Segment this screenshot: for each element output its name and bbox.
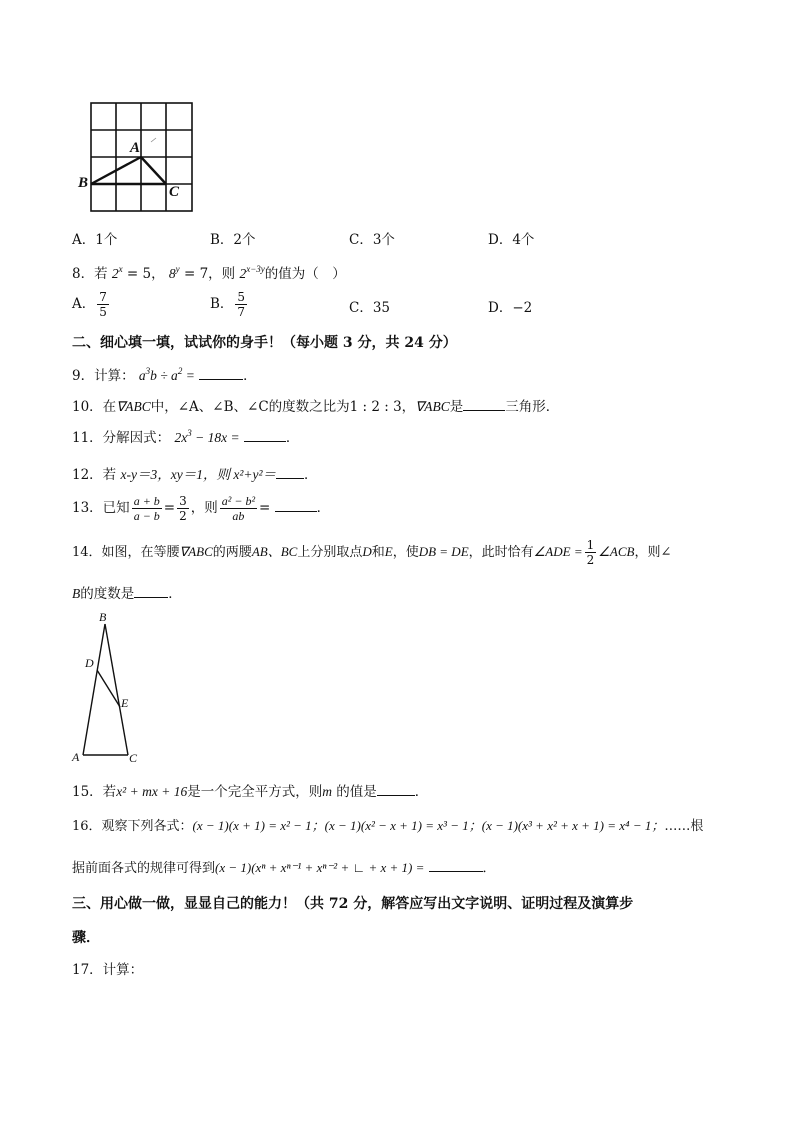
q7-option-b: B．2个 <box>210 232 256 248</box>
q13-answer-blank[interactable] <box>275 499 317 512</box>
q9: 9．计算： $a^3b \div a^2$ = ． <box>72 366 257 384</box>
fig-label-b: B <box>99 610 107 624</box>
fig-label-a: A <box>72 750 80 764</box>
q7-option-a: A．1个 <box>72 232 118 248</box>
q14-line1: 14．如图，在等腰∇ABC的两腰AB、BC上分别取点D和E，使DB = DE，此时恰有∠ADE = $\frac{1}{2}$ ∠ACB，则∠ <box>72 538 672 567</box>
grid-label-b: B <box>78 175 89 191</box>
section-2-title: 二、细心填一填，试试你的身手！（每小题 3 分，共 24 分） <box>72 335 457 351</box>
fig-label-c: C <box>129 751 138 765</box>
triangle-figure <box>70 612 150 768</box>
q16-line2: 据前面各式的规律可得到(x − 1)(xⁿ + xⁿ⁻¹ + xⁿ⁻² + ∟ + x + 1) = ． <box>72 860 496 876</box>
grid-figure <box>78 100 198 216</box>
q16-answer-blank[interactable] <box>429 859 483 872</box>
q11: 11．分解因式： $2x^3 - 18x$ = ． <box>72 428 300 446</box>
q7-option-d: D．4个 <box>488 232 535 248</box>
q15: 15．若x² + mx + 16是一个完全平方式，则m 的值是 ． <box>72 784 429 800</box>
fig-label-e: E <box>121 696 129 710</box>
q9-answer-blank[interactable] <box>199 367 243 380</box>
q8-option-c: C．35 <box>349 300 391 316</box>
fig-label-d: D <box>85 656 94 670</box>
q16-line1: 16．观察下列各式：(x − 1)(x + 1) = x² − 1；(x − 1)(x² − x + 1) = x³ − 1；(x − 1)(x³ + x² + x + 1) = x⁴ − 1；……根 <box>72 818 704 834</box>
q15-answer-blank[interactable] <box>377 783 415 796</box>
grid-figure-svg <box>78 100 198 216</box>
q10: 10．在∇ABC中，∠A、∠B、∠C的度数之比为1 : 2 : 3，∇ABC是 三角形． <box>72 399 560 415</box>
q9-expression: $a^3b \div a^2$ = <box>138 366 195 383</box>
q13: 13．已知 $\frac{a + b}{a - b}$ = $\frac{3}{2}$ ，则 $\frac{\text{a² − b²}}{ab}$ = ． <box>72 494 331 523</box>
q12: 12．若 x-y＝3，xy＝1，则 x²+y²＝ ． <box>72 467 318 483</box>
grid-label-a: A <box>130 140 141 156</box>
q14-answer-blank[interactable] <box>134 585 168 598</box>
q8-option-d: D．−2 <box>488 300 533 316</box>
section-3-title-line2: 骤． <box>72 930 100 946</box>
q10-answer-blank[interactable] <box>463 398 505 411</box>
section-3-title-line1: 三、用心做一做，显显自己的能力！（共 72 分，解答应写出文字说明、证明过程及演算步 <box>72 896 634 912</box>
q11-answer-blank[interactable] <box>244 429 286 442</box>
q8-stem: 8．若 $2^x = 5$， $8^y = 7$，则 $2^{x-3y}$的值为（ ） <box>72 264 346 282</box>
triangle-figure-svg <box>70 612 150 768</box>
q17: 17．计算： <box>72 962 144 978</box>
q8-option-a: A． $\frac{7}{5}$ <box>72 290 107 319</box>
grid-label-c: C <box>169 184 180 200</box>
q12-answer-blank[interactable] <box>276 466 304 479</box>
q7-option-c: C．3个 <box>349 232 395 248</box>
q14-line2: B的度数是 ． <box>72 586 182 602</box>
q11-expression: $2x^3 - 18x$ = <box>174 428 240 445</box>
q8-option-b: B． $\frac{5}{7}$ <box>210 290 246 319</box>
